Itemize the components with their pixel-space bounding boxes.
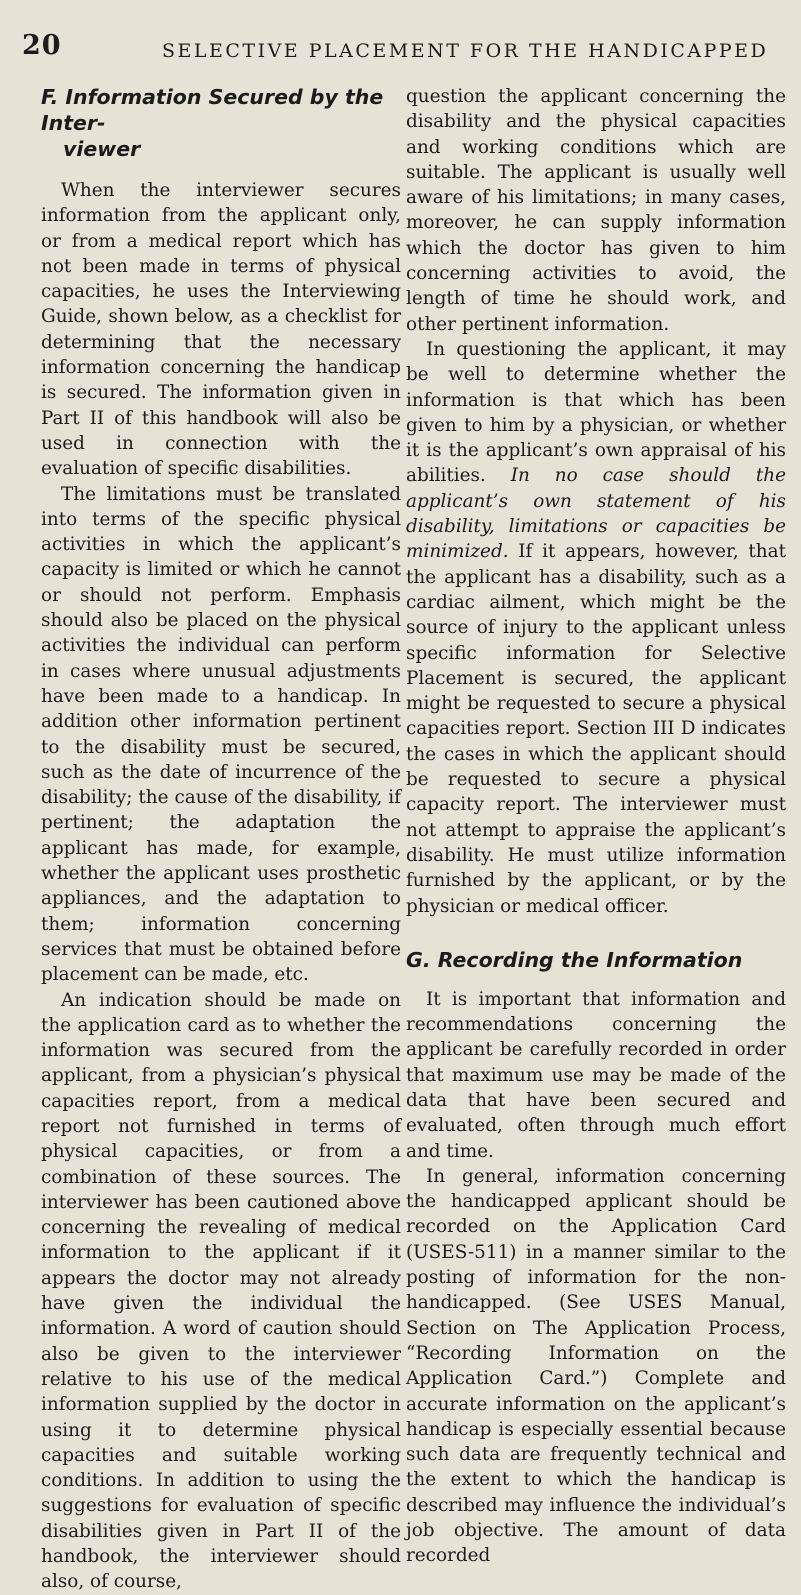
right-column [406,84,786,1569]
paragraph: When the interviewer secures information from the applicant only, or from a medical report which has not been made in terms of physical capacities, he uses the Interviewing Guide, shown below, as a checklist for determining that the necessary information concerning the handicap is secured. The information given in Part II of this handbook will also be used in connection with the evaluation of specific disabilities. [41,180,401,480]
section-f-heading-line1: F. Information Secured by the Inter- [41,85,384,135]
left-column [41,84,401,1595]
paragraph-text: In questioning the applicant, it may be well to determine whether the information is that which has been given to him by a physician, or whether it is the applicant’s own appraisal of his abilities. [406,338,786,487]
paragraph: An indication should be made on the application card as to whether the information was secured from the applicant, from a physician’s physical capacities report, from a medical report not furnished in terms of physical capacities, or from a combination of these sources. The interviewer has been cautioned above concerning the revealing of medical information to the applicant if it appears the doctor may not already have given the individual the information. A word of caution should also be given to the interviewer relative to his use of the medical information supplied by the doctor in using it to determine physical capacities and suitable working conditions. In addition to using the suggestions for evaluation of specific disabilities given in Part II of the handbook, the interviewer should also, of course, [41,989,401,1593]
section-f-heading-line2: viewer [63,137,141,161]
page-number: 20 [22,30,62,61]
section-f-heading [41,84,401,162]
paragraph-continued: question the applicant concerning the disability and the physical capacities and working conditions which are suitable. The applicant is usually well aware of his limitations; in many cases, moreover, he can supply information which the doctor has given to him concerning activities to avoid, the length of time he should work, and other pertinent information. [406,86,786,335]
section-gap [406,919,786,947]
paragraph: The limitations must be translated into terms of the specific physical activities in which the applicant’s capacity is limited or which he cannot or should not perform. Emphasis should also be placed on the physical activities the individual can perform in cases where unusual adjustments have been made to a handicap. In addition other information pertinent to the disability must be secured, such as the date of incurrence of the disability; the cause of the disability, if pertinent; the adaptation the applicant has made, for example, whether the applicant uses prosthetic appliances, and the adaptation to them; information concerning services that must be obtained before placement can be made, etc. [41,483,401,986]
running-title: SELECTIVE PLACEMENT FOR THE HANDICAPPED [162,40,769,62]
italic-emphasis: In no case should the applicant’s own statement of his disability, limitations or capacities be minimized. [406,465,786,563]
paragraph: In general, information concerning the handicapped applicant should be recorded on the Application Card (USES-511) in a manner similar to the posting of information for the non-handicapped. (See USES Manual, Section on The Application Process, “Recording Information on the Application Card.”) Complete and accurate information on the applicant’s handicap is especially essential because such data are frequently technical and the extent to which the handicap is described may influence the individual’s job objective. The amount of data recorded [406,1165,786,1567]
section-g-heading: G. Recording the Information [406,947,743,972]
running-head [22,30,781,74]
paragraph: It is important that information and recommendations concerning the applicant be carefully recorded in order that maximum use may be made of the data that have been secured and evaluated, often through much effort and time. [406,988,786,1162]
paragraph-text: If it appears, however, that the applicant has a disability, such as a cardiac ailment, which might be the source of injury to the applicant unless specific information for Selective Placement is secured, the applicant might be requested to secure a physical capacities report. Section III D indicates the cases in which the applicant should be requested to secure a physical capacity report. The interviewer must not attempt to appraise the applicant’s disability. He must utilize information furnished by the applicant, or by the physician or medical officer. [406,541,786,917]
paragraph [406,337,786,919]
